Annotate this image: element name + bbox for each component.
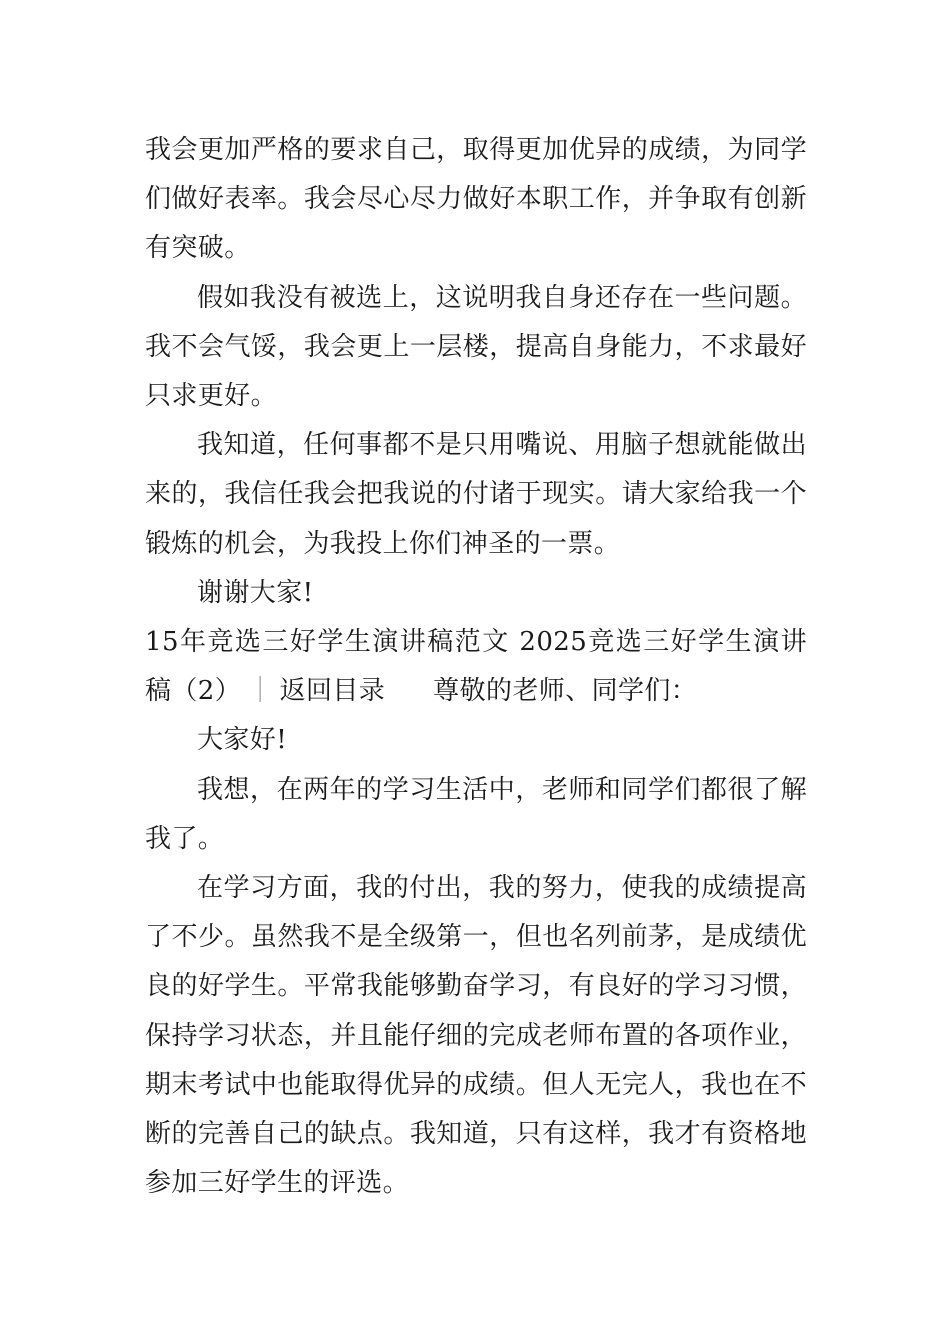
back-to-contents-link[interactable]: 返回目录 (279, 676, 386, 707)
paragraph: 假如我没有被选上，这说明我自身还存在一些问题。我不会气馁，我会更上一层楼，提高自身能力，不求最好只求更好。 (145, 282, 807, 412)
paragraph: 我知道，任何事都不是只用嘴说、用脑子想就能做出来的，我信任我会把我说的付诸于现实。请大家给我一个锻炼的机会，为我投上你们神圣的一票。 (145, 430, 807, 559)
paragraph: 我想，在两年的学习生活中，老师和同学们都很了解我了。 (145, 774, 807, 854)
paragraph: 我会更加严格的要求自己，取得更加优异的成绩，为同学们做好表率。我会尽心尽力做好本职工作，并争取有创新有突破。 (145, 135, 807, 264)
separator: ｜ (247, 676, 274, 707)
document-body (145, 126, 807, 1208)
paragraph-greeting: 大家好! (197, 725, 288, 756)
paragraph-thanks: 谢谢大家! (197, 577, 314, 608)
section-title: 15年竞选三好学生演讲稿范文 2025竞选三好学生演讲稿（2） (145, 627, 807, 707)
paragraph: 在学习方面，我的付出，我的努力，使我的成绩提高了不少。虽然我不是全级第一，但也名列前茅，是成绩优良的好学生。平常我能够勤奋学习，有良好的学习习惯，保持学习状态，并且能仔细的完成老师布置的各项作业，期末考试中也能取得优异的成绩。但人无完人，我也在不断的完善自己的缺点。我知道，只有这样，我才有资格地参加三好学生的评选。 (145, 873, 807, 1199)
greeting: 尊敬的老师、同学们： (433, 676, 698, 707)
section-heading (145, 618, 807, 716)
